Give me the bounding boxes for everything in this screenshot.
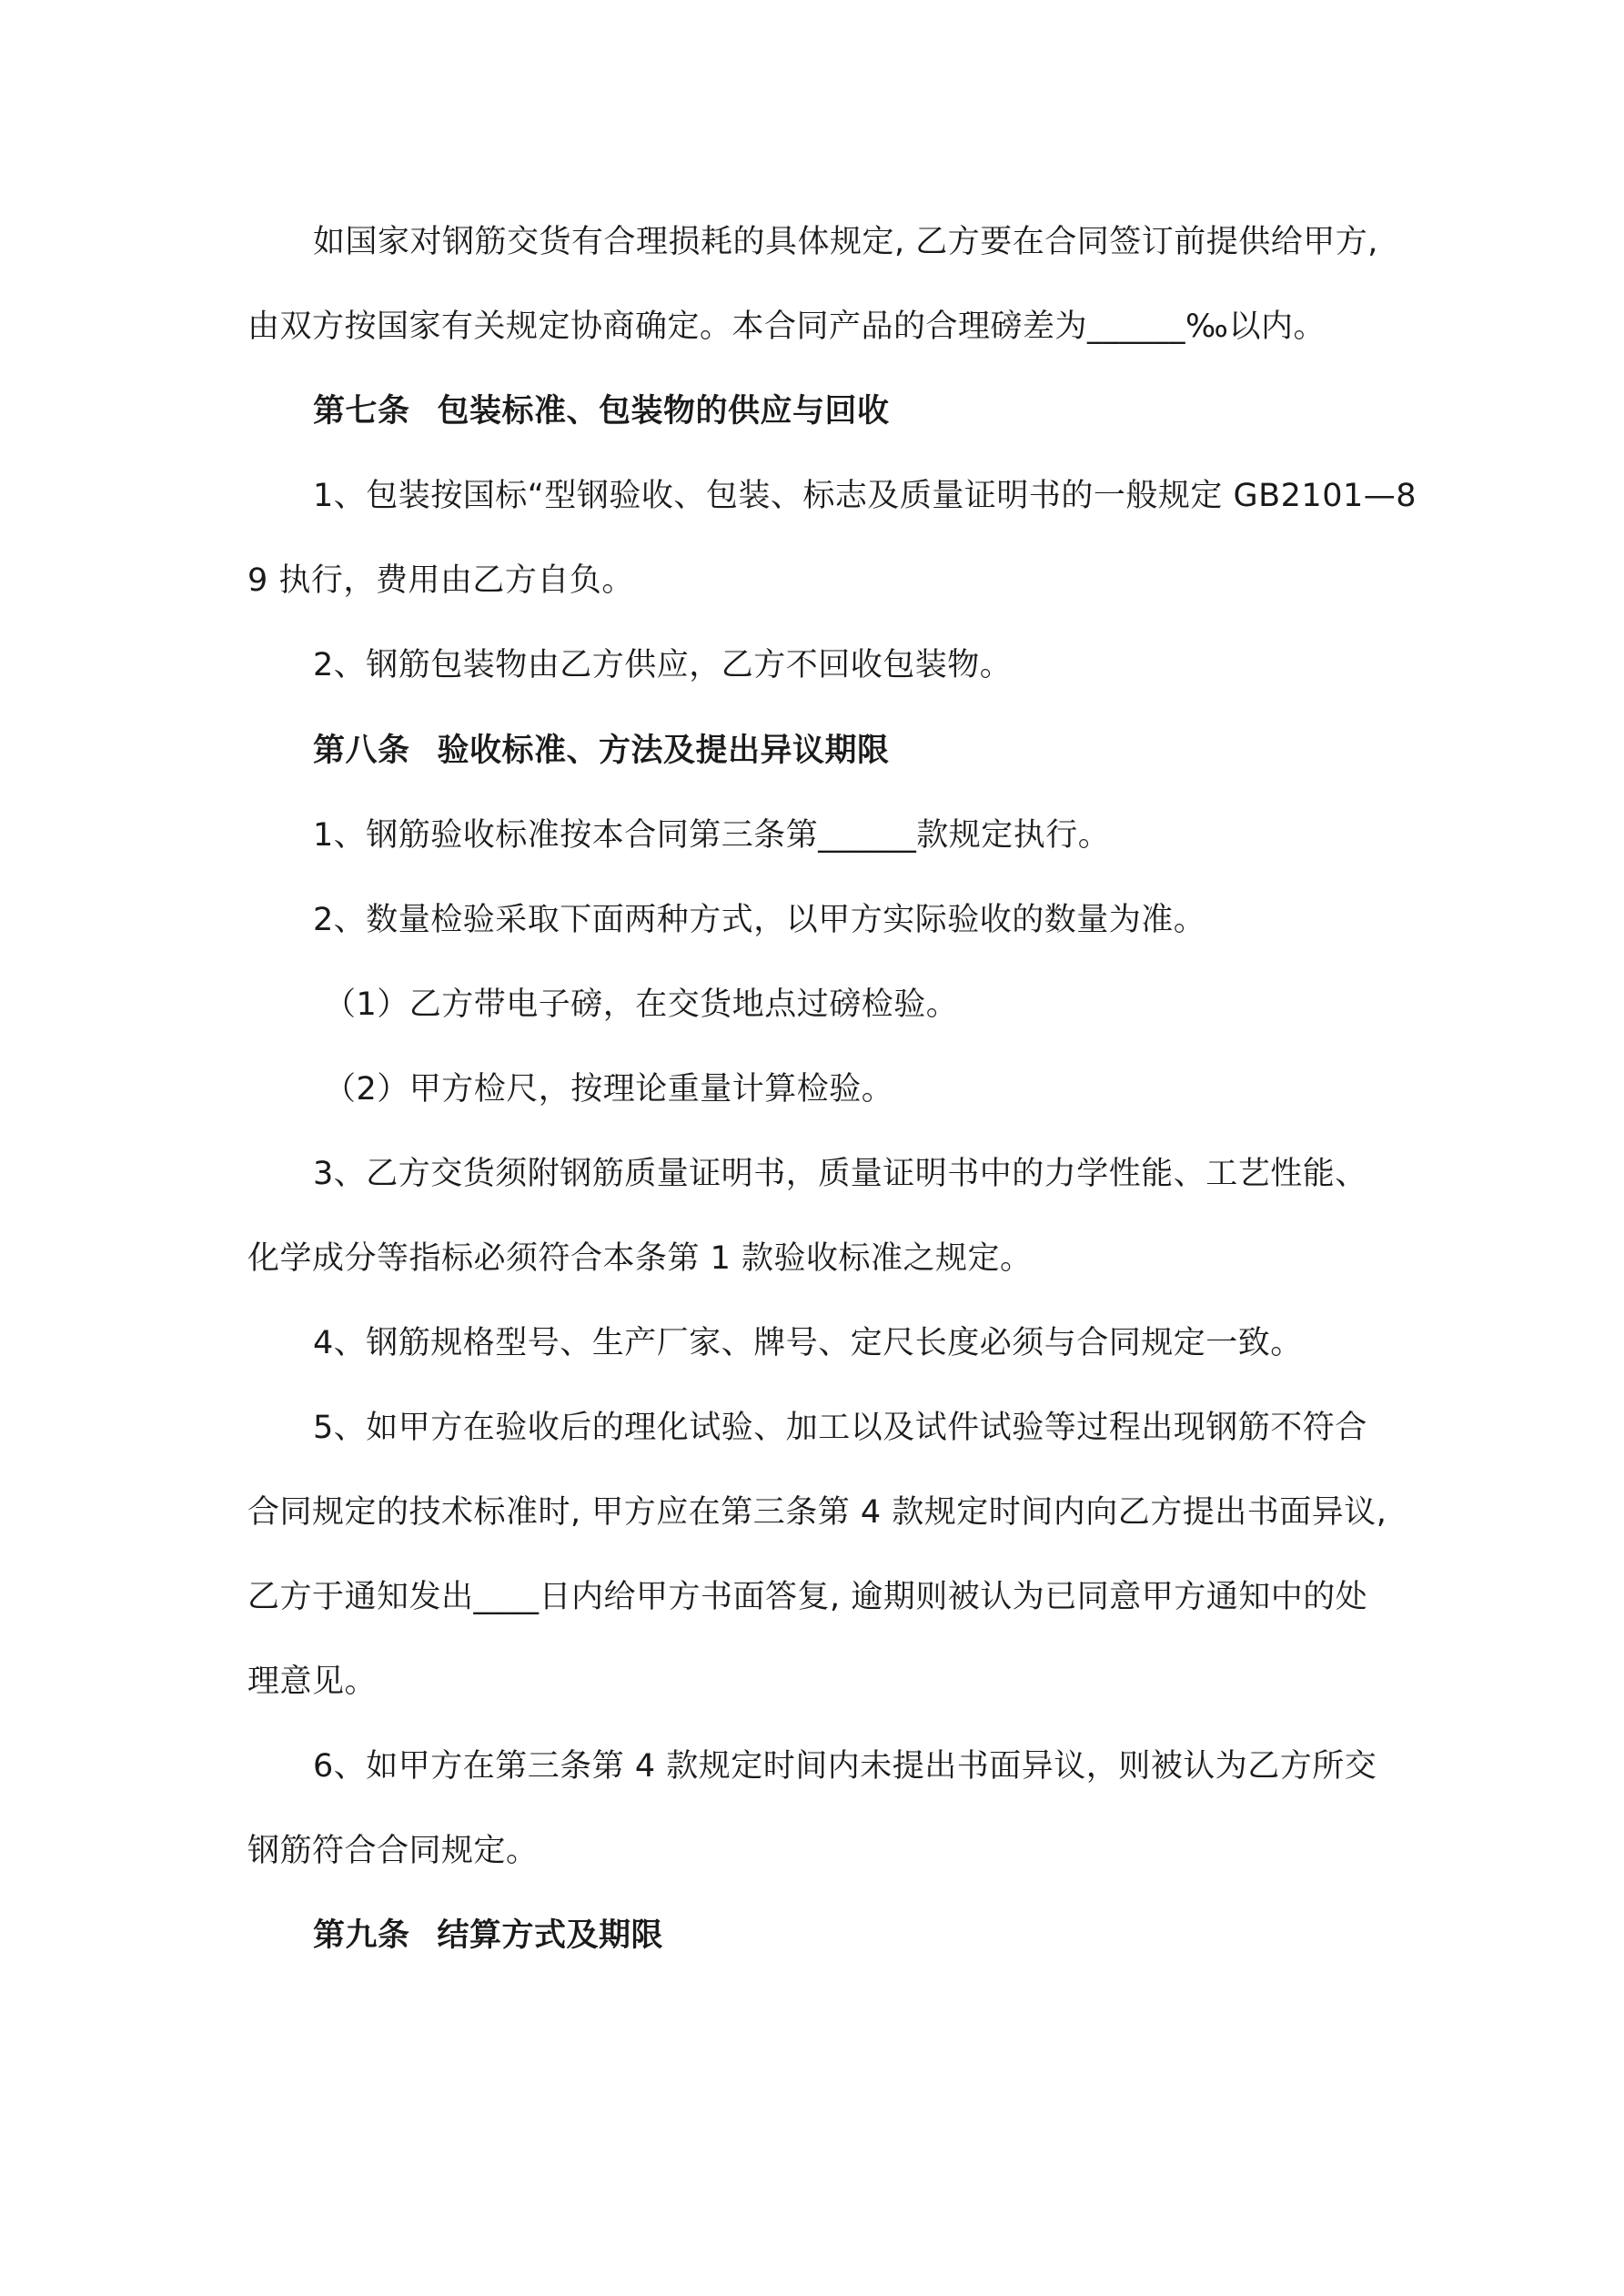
- article-8-item-2-sub-1: （1）乙方带电子磅，在交货地点过磅检验。: [324, 986, 959, 1023]
- article-8-item-3-line-2: 化学成分等指标必须符合本条第 1 款验收标准之规定。: [247, 1240, 1033, 1277]
- article-8-item-3-line-1: 3、乙方交货须附钢筋质量证明书，质量证明书中的力学性能、工艺性能、: [313, 1156, 1367, 1192]
- article-7-heading: [313, 391, 890, 431]
- paragraph-loss-line-2: 由双方按国家有关规定协商确定。本合同产品的合理磅差为______‰以内。: [247, 308, 1326, 345]
- article-7-title: 包装标准、包装物的供应与回收: [437, 393, 890, 430]
- article-8-item-2: 2、数量检验采取下面两种方式，以甲方实际验收的数量为准。: [313, 902, 1206, 938]
- article-8-number: 第八条: [313, 733, 410, 769]
- article-8-item-5-line-1: 5、如甲方在验收后的理化试验、加工以及试件试验等过程出现钢筋不符合: [313, 1410, 1367, 1446]
- paragraph-loss-line-1: 如国家对钢筋交货有合理损耗的具体规定, 乙方要在合同签订前提供给甲方,: [313, 224, 1378, 260]
- article-7-item-1-line-1: 1、包装按国标“型钢验收、包装、标志及质量证明书的一般规定 GB2101—8: [313, 478, 1417, 514]
- article-8-item-1: 1、钢筋验收标准按本合同第三条第______款规定执行。: [313, 817, 1111, 854]
- article-8-item-6-line-2: 钢筋符合合同规定。: [247, 1833, 539, 1869]
- article-7-item-1-line-2: 9 执行，费用由乙方自负。: [247, 562, 634, 599]
- article-7-item-2: 2、钢筋包装物由乙方供应，乙方不回收包装物。: [313, 647, 1013, 683]
- article-8-item-4: 4、钢筋规格型号、生产厂家、牌号、定尺长度必须与合同规定一致。: [313, 1325, 1303, 1361]
- article-7-number: 第七条: [313, 393, 410, 430]
- article-8-title: 验收标准、方法及提出异议期限: [437, 733, 890, 769]
- article-8-item-2-sub-2: （2）甲方检尺，按理论重量计算检验。: [324, 1071, 894, 1108]
- article-8-item-5-line-3: 乙方于通知发出____日内给甲方书面答复, 逾期则被认为已同意甲方通知中的处: [247, 1579, 1368, 1615]
- article-8-heading: [313, 731, 890, 771]
- article-9-title: 结算方式及期限: [437, 1917, 664, 1954]
- article-9-heading: [313, 1916, 663, 1956]
- article-9-number: 第九条: [313, 1917, 410, 1954]
- article-8-item-5-line-4: 理意见。: [247, 1664, 378, 1700]
- article-8-item-5-line-2: 合同规定的技术标准时, 甲方应在第三条第 4 款规定时间内向乙方提出书面异议,: [247, 1494, 1387, 1531]
- article-8-item-6-line-1: 6、如甲方在第三条第 4 款规定时间内未提出书面异议，则被认为乙方所交: [313, 1748, 1377, 1785]
